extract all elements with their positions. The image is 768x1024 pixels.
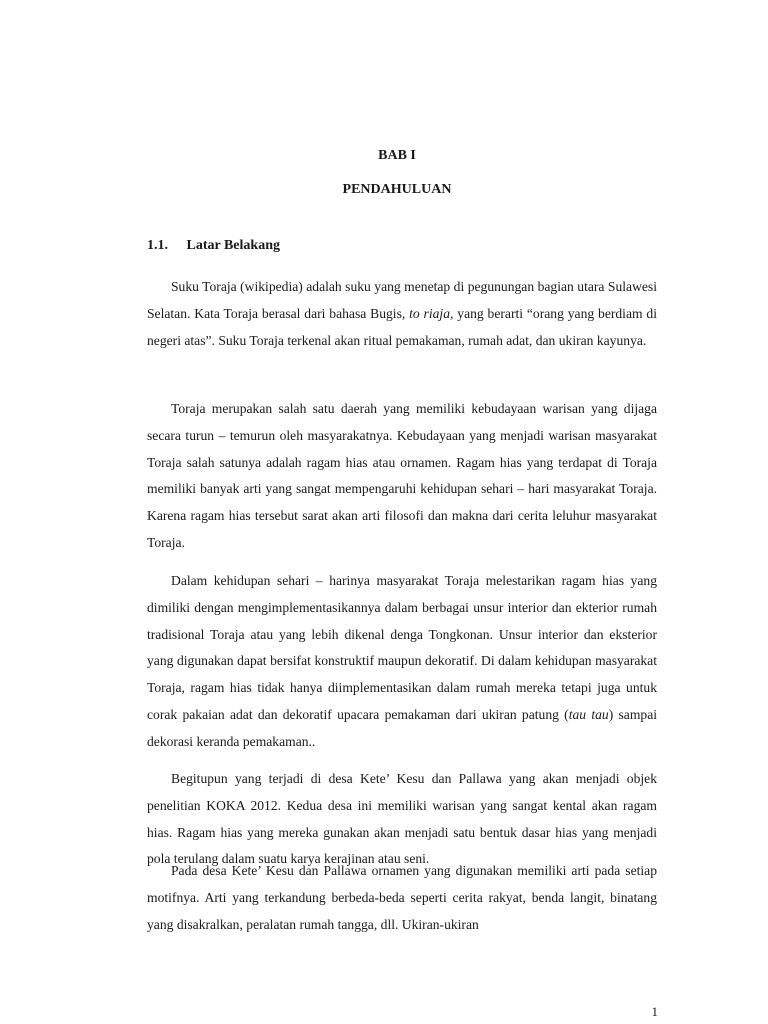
paragraph-5: Pada desa Kete’ Kesu dan Pallawa ornamen yang digunakan memiliki arti pada setiap motifnya. Arti yang terkandung berbeda-beda seperti cerita rakyat, benda langit, binatang yang disakralkan, peralatan rumah tangga, dll. Ukiran-ukiran <box>147 863 657 932</box>
paragraph-4: Begitupun yang terjadi di desa Kete’ Kesu dan Pallawa yang akan menjadi objek penelitian KOKA 2012. Kedua desa ini memiliki warisan yang sangat kental akan ragam hias. Ragam hias yang mereka gunakan akan menjadi satu bentuk dasar hias yang menjadi pola terulang dalam suatu karya kerajinan atau seni. <box>147 771 657 867</box>
paragraph-2: Toraja merupakan salah satu daerah yang memiliki kebudayaan warisan yang dijaga secara turun – temurun oleh masyarakatnya. Kebudayaan yang menjadi warisan masyarakat Toraja salah satunya adalah ragam hias atau ornamen. Ragam hias yang terdapat di Toraja memiliki banyak arti yang sangat mempengaruhi kehidupan sehari – hari masyarakat Toraja. Karena ragam hias tersebut sarat akan arti filosofi dan makna dari cerita leluhur masyarakat Toraja. <box>147 401 657 550</box>
paragraph-3-text-a: Dalam kehidupan sehari – harinya masyarakat Toraja melestarikan ragam hias yang dimiliki dengan mengimplementasikannya dalam berbagai unsur interior dan ekterior rumah tradisional Toraja atau yang lebih dikenal denga Tongkonan. Unsur interior dan eksterior yang digunakan dapat bersifat konstruktif maupun dekoratif. Di dalam kehidupan masyarakat Toraja, ragam hias tidak hanya diimplementasikan dalam rumah mereka tetapi juga untuk corak pakaian adat dan dekoratif upacara pemakaman dari ukiran patung ( <box>147 573 657 722</box>
page-number: 1 <box>651 1004 658 1019</box>
section-number: 1.1. <box>147 238 168 253</box>
paragraph-1 <box>147 274 657 354</box>
section-title: Latar Belakang <box>186 238 280 253</box>
paragraph-3 <box>147 568 657 756</box>
chapter-title: PENDAHULUAN <box>342 182 452 197</box>
paragraph-1-text-a: Suku Toraja (wikipedia) adalah suku yang menetap di pegunungan bagian utara Sulawesi Selatan. Kata Toraja berasal dari bahasa Bugis, <box>147 279 657 321</box>
paragraph-1-text-b: yang berarti “orang yang berdiam di negeri atas”. Suku Toraja terkenal akan ritual pemakaman, rumah adat, dan ukiran kayunya. <box>147 305 657 348</box>
paragraph-3-text-b: ) sampai dekorasi keranda pemakaman.. <box>147 706 658 749</box>
chapter-number: BAB I <box>378 148 416 163</box>
section-heading <box>147 238 280 254</box>
paragraph-1-italic-term: to riaja, <box>409 305 454 321</box>
paragraph-3-italic-term: tau tau <box>568 706 609 722</box>
